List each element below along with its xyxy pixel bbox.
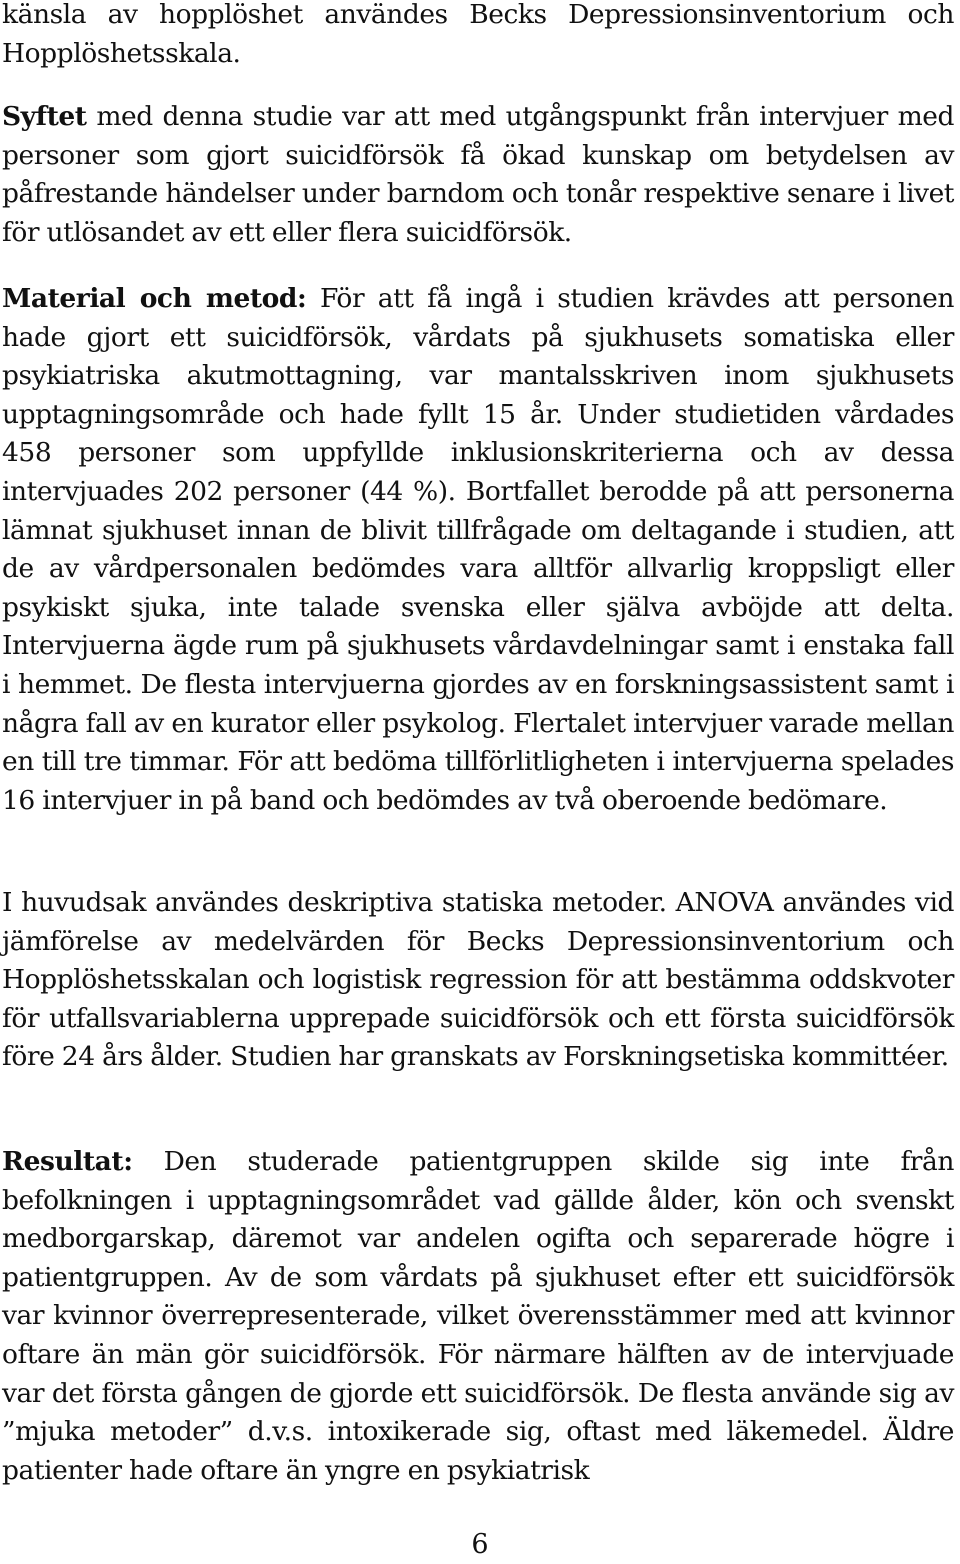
paragraph-statistics xyxy=(2,884,954,1077)
paragraph-aim xyxy=(2,98,954,252)
section-heading-aim: Syftet xyxy=(2,101,87,132)
page-number: 6 xyxy=(471,1529,489,1560)
paragraph-results xyxy=(2,1143,954,1490)
paragraph-text: För att få ingå i studien krävdes att personen hade gjort ett suicidförsök, vårdats på sjukhusets somatiska eller psykiatriska akutmottagning, var mantalsskriven inom sjukhusets upptagningsområde och hade fyllt 15 år. Under studietiden vårdades 458 personer som uppfyllde inklusionskriterierna och av dessa intervjuades 202 personer (44 %). Bortfallet berodde på att personerna lämnat sjukhuset innan de blivit tillfrågade om deltagande i studien, att de av vårdpersonalen bedömdes vara alltför allvarlig kroppsligt eller psykiskt sjuka, inte talade svenska eller själva avböjde att delta. Intervjuerna ägde rum på sjukhusets vårdavdelningar samt i enstaka fall i hemmet. De flesta intervjuerna gjordes av en forskningsassistent samt i några fall av en kurator eller psykolog. Flertalet intervjuer varade mellan en till tre timmar. För att bedöma tillförlitligheten i intervjuerna spelades 16 intervjuer in på band och bedömdes av två oberoende bedömare. xyxy=(2,283,954,816)
section-heading-material-method: Material och metod: xyxy=(2,283,307,314)
section-heading-results: Resultat: xyxy=(2,1146,133,1177)
paragraph-text: känsla av hopplöshet användes Becks Depressionsinventorium och Hopplöshetsskala. xyxy=(2,0,954,69)
paragraph-text: med denna studie var att med utgångspunkt från intervjuer med personer som gjort suicidförsök få ökad kunskap om betydelsen av påfrestande händelser under barndom och tonår respektive senare i livet för utlösandet av ett eller flera suicidförsök. xyxy=(2,101,954,248)
paragraph-text: Den studerade patientgruppen skilde sig inte från befolkningen i upptagningsområdet vad gällde ålder, kön och svenskt medborgarskap, däremot var andelen ogifta och separerade högre i patientgruppen. Av de som vårdats på sjukhuset efter ett suicidförsök var kvinnor överrepresenterade, vilket överensstämmer med att kvinnor oftare än män gör suicidförsök. För närmare hälften av de intervjuade var det första gången de gjorde ett suicidförsök. De flesta använde sig av ”mjuka metoder” d.v.s. intoxikerade sig, oftast med läkemedel. Äldre patienter hade oftare än yngre en psykiatrisk xyxy=(2,1146,954,1486)
paragraph-intro-continuation xyxy=(2,0,954,73)
paragraph-text: I huvudsak användes deskriptiva statiska metoder. ANOVA användes vid jämförelse av medelvärden för Becks Depressionsinventorium och Hopplöshetsskalan och logistisk regression för att bestämma oddskvoter för utfallsvariablerna upprepade suicidförsök och ett första suicidförsök före 24 års ålder. Studien har granskats av Forskningsetiska kommittéer. xyxy=(2,887,954,1073)
paragraph-material-method xyxy=(2,280,954,820)
